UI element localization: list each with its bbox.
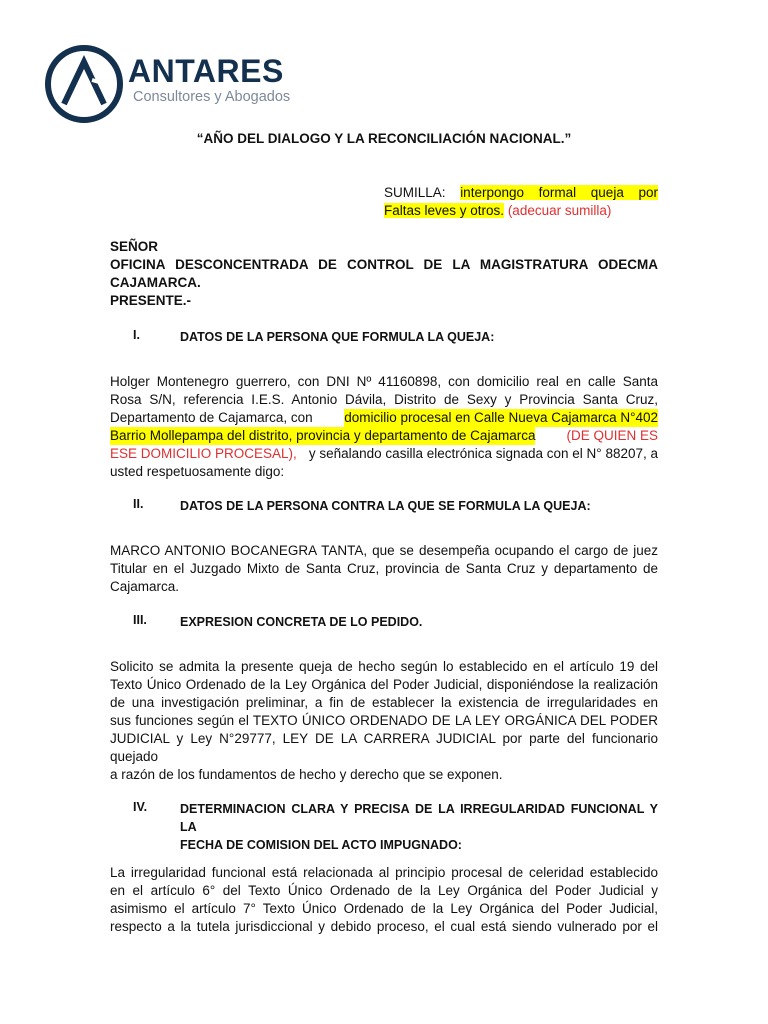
section-4-title-line: DETERMINACION CLARA Y PRECISA DE LA IRREGULARIDAD FUNCIONAL Y LA [180, 802, 658, 834]
para1-red-note: ESE DOMICILIO PROCESAL), [110, 446, 297, 461]
addressee-line-1: SEÑOR [110, 239, 159, 254]
para1-line: usted respetuosamente digo: [110, 464, 285, 479]
section-2-number: II. [133, 497, 144, 511]
addressee-line-4: PRESENTE.- [110, 293, 192, 308]
section-2-title: DATOS DE LA PERSONA CONTRA LA QUE SE FORMULA LA QUEJA: [180, 499, 591, 513]
logo-name: ANTARES [128, 53, 284, 89]
paragraph-irregularity [110, 864, 658, 936]
para1-line: Holger Montenegro guerrero, con DNI Nº 41160898, con domicilio real en calle Santa [110, 374, 658, 389]
sumilla-note: (adecuar sumilla) [507, 203, 612, 218]
section-3-title: EXPRESION CONCRETA DE LO PEDIDO. [180, 615, 423, 629]
addressee-block [110, 238, 658, 310]
section-4-number: IV. [133, 800, 148, 814]
para2-line: Titular en el Juzgado Mixto de Santa Cruz, provincia de Santa Cruz y departamento de [110, 561, 658, 576]
sumilla-line-2 [384, 202, 658, 220]
para2-line: Cajamarca. [110, 579, 180, 594]
para1-line [110, 445, 658, 463]
sumilla-text-1: interpongo formal queja por [460, 185, 658, 200]
sumilla-text-2: Faltas leves y otros. [384, 203, 505, 218]
para3-line: sus funciones según el TEXTO ÚNICO ORDENADO DE LA LEY ORGÁNICA DEL PODER [110, 713, 658, 728]
section-1-number: I. [133, 328, 140, 342]
section-1-title: DATOS DE LA PERSONA QUE FORMULA LA QUEJA: [180, 330, 495, 344]
para1-line [110, 427, 658, 445]
para3-line: Solicito se admita la presente queja de hecho según lo establecido en el artículo 19 del [110, 659, 658, 674]
section-4-title-line: FECHA DE COMISION DEL ACTO IMPUGNADO: [180, 838, 462, 852]
para4-line: asimismo el artículo 7° Texto Único Ordenado de la Ley Orgánica del Poder Judicial, [110, 901, 658, 916]
para2-line: MARCO ANTONIO BOCANEGRA TANTA, que se desempeña ocupando el cargo de juez [110, 543, 658, 558]
para4-line: respecto a la tutela jurisdiccional y debido proceso, el cual está siendo vulnerado por el [110, 919, 658, 934]
para1-text: Departamento de Cajamarca, con [110, 410, 313, 425]
para3-line: de una investigación preliminar, a fin de establecer la existencia de irregularidades en [110, 695, 658, 710]
para1-highlight: domicilio procesal en Calle Nueva Cajamarca N°402 [344, 410, 658, 425]
para3-line: a razón de los fundamentos de hecho y derecho que se exponen. [110, 767, 503, 782]
sumilla-line-1 [384, 184, 658, 202]
sumilla-label: SUMILLA: [384, 185, 446, 200]
section-3-number: III. [133, 613, 147, 627]
para1-line [110, 409, 658, 427]
logo-subtitle: Consultores y Abogados [133, 89, 291, 105]
paragraph-respondent [110, 542, 658, 596]
para4-line: La irregularidad funcional está relacionada al principio procesal de celeridad establecido [110, 865, 658, 880]
sumilla-block [384, 184, 658, 220]
para1-red-note: (DE QUIEN ES [566, 428, 658, 443]
para3-line: JUDICIAL y Ley N°29777, LEY DE LA CARRERA JUDICIAL por parte del funcionario quejado [110, 731, 658, 764]
para3-line: Texto Único Ordenado de la Ley Orgánica del Poder Judicial, disponiéndose la realización [110, 677, 658, 692]
section-4-title [180, 800, 658, 854]
paragraph-request [110, 658, 658, 784]
para1-line: Rosa S/N, referencia I.E.S. Antonio Dávila, Distrito de Sexy y Provincia Santa Cruz, [110, 392, 658, 407]
addressee-line-3: CAJAMARCA. [110, 275, 201, 290]
paragraph-complainant [110, 373, 658, 481]
para4-line: en el artículo 6° del Texto Único Ordenado de la Ley Orgánica del Poder Judicial y [110, 883, 658, 898]
antares-logo-icon [44, 44, 124, 124]
document-heading: “AÑO DEL DIALOGO Y LA RECONCILIACIÓN NACIONAL.” [196, 131, 572, 146]
para1-text: y señalando casilla electrónica signada con el N° 88207, a [308, 446, 658, 461]
addressee-line-2: OFICINA DESCONCENTRADA DE CONTROL DE LA MAGISTRATURA ODECMA [110, 257, 658, 272]
para1-highlight: Barrio Mollepampa del distrito, provincia y departamento de Cajamarca [110, 428, 536, 443]
